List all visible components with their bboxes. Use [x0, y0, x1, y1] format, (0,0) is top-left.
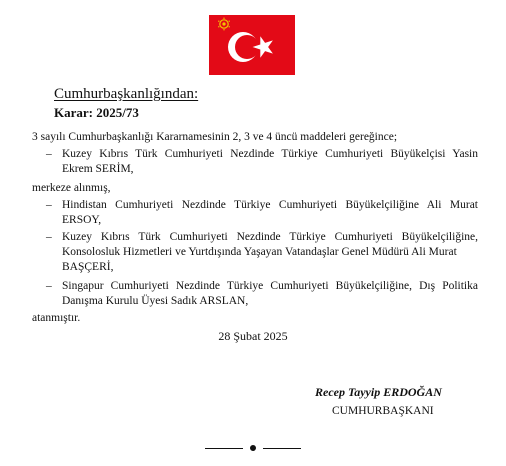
intro-paragraph: 3 sayılı Cumhurbaşkanlığı Kararnamesinin 2, 3 ve 4 üncü maddeleri gereğince; [32, 131, 398, 143]
list-item-line: Konsolosluk Hizmetleri ve Yurtdışında Yaşayan Vatandaşlar Genel Müdürü Ali Murat [62, 246, 457, 258]
decision-number: Karar: 2025/73 [54, 105, 139, 120]
list-item-line: BAŞÇERİ, [62, 261, 114, 273]
turkish-flag-with-presidential-seal-icon [209, 15, 295, 75]
separator-line-left [205, 448, 243, 449]
issuer-heading: Cumhurbaşkanlığından: [54, 86, 199, 102]
list-item-line: Ekrem SERİM, [62, 163, 134, 175]
list-item-line: Danışma Kurulu Üyesi Sadık ARSLAN, [62, 295, 249, 307]
list-dash: – [46, 148, 52, 160]
separator-dot [250, 445, 256, 451]
flag-graphic [209, 15, 295, 75]
list-item-line: ERSOY, [62, 214, 102, 226]
list-item-line: Singapur Cumhuriyeti Nezdinde Türkiye Cumhuriyeti Büyükelçiliğine, Dış Politika [62, 280, 478, 292]
signer-name: Recep Tayyip ERDOĞAN [315, 385, 442, 399]
closing-phrase: atanmıştır. [32, 312, 81, 324]
list-item-line: Kuzey Kıbrıs Türk Cumhuriyeti Nezdinde Türkiye Cumhuriyeti Büyükelçisi Yasin [62, 148, 478, 160]
list-dash: – [46, 231, 52, 243]
decree-date: 28 Şubat 2025 [218, 329, 288, 343]
separator-line-right [263, 448, 301, 449]
list-item-line: Hindistan Cumhuriyeti Nezdinde Türkiye Cumhuriyeti Büyükelçiliğine Ali Murat [62, 199, 478, 211]
recall-phrase: merkeze alınmış, [32, 182, 111, 194]
list-item-line: Kuzey Kıbrıs Türk Cumhuriyeti Nezdinde Türkiye Cumhuriyeti Büyükelçiliğine, [62, 231, 478, 243]
signer-title: CUMHURBAŞKANI [332, 405, 434, 417]
list-dash: – [46, 280, 52, 292]
list-dash: – [46, 199, 52, 211]
